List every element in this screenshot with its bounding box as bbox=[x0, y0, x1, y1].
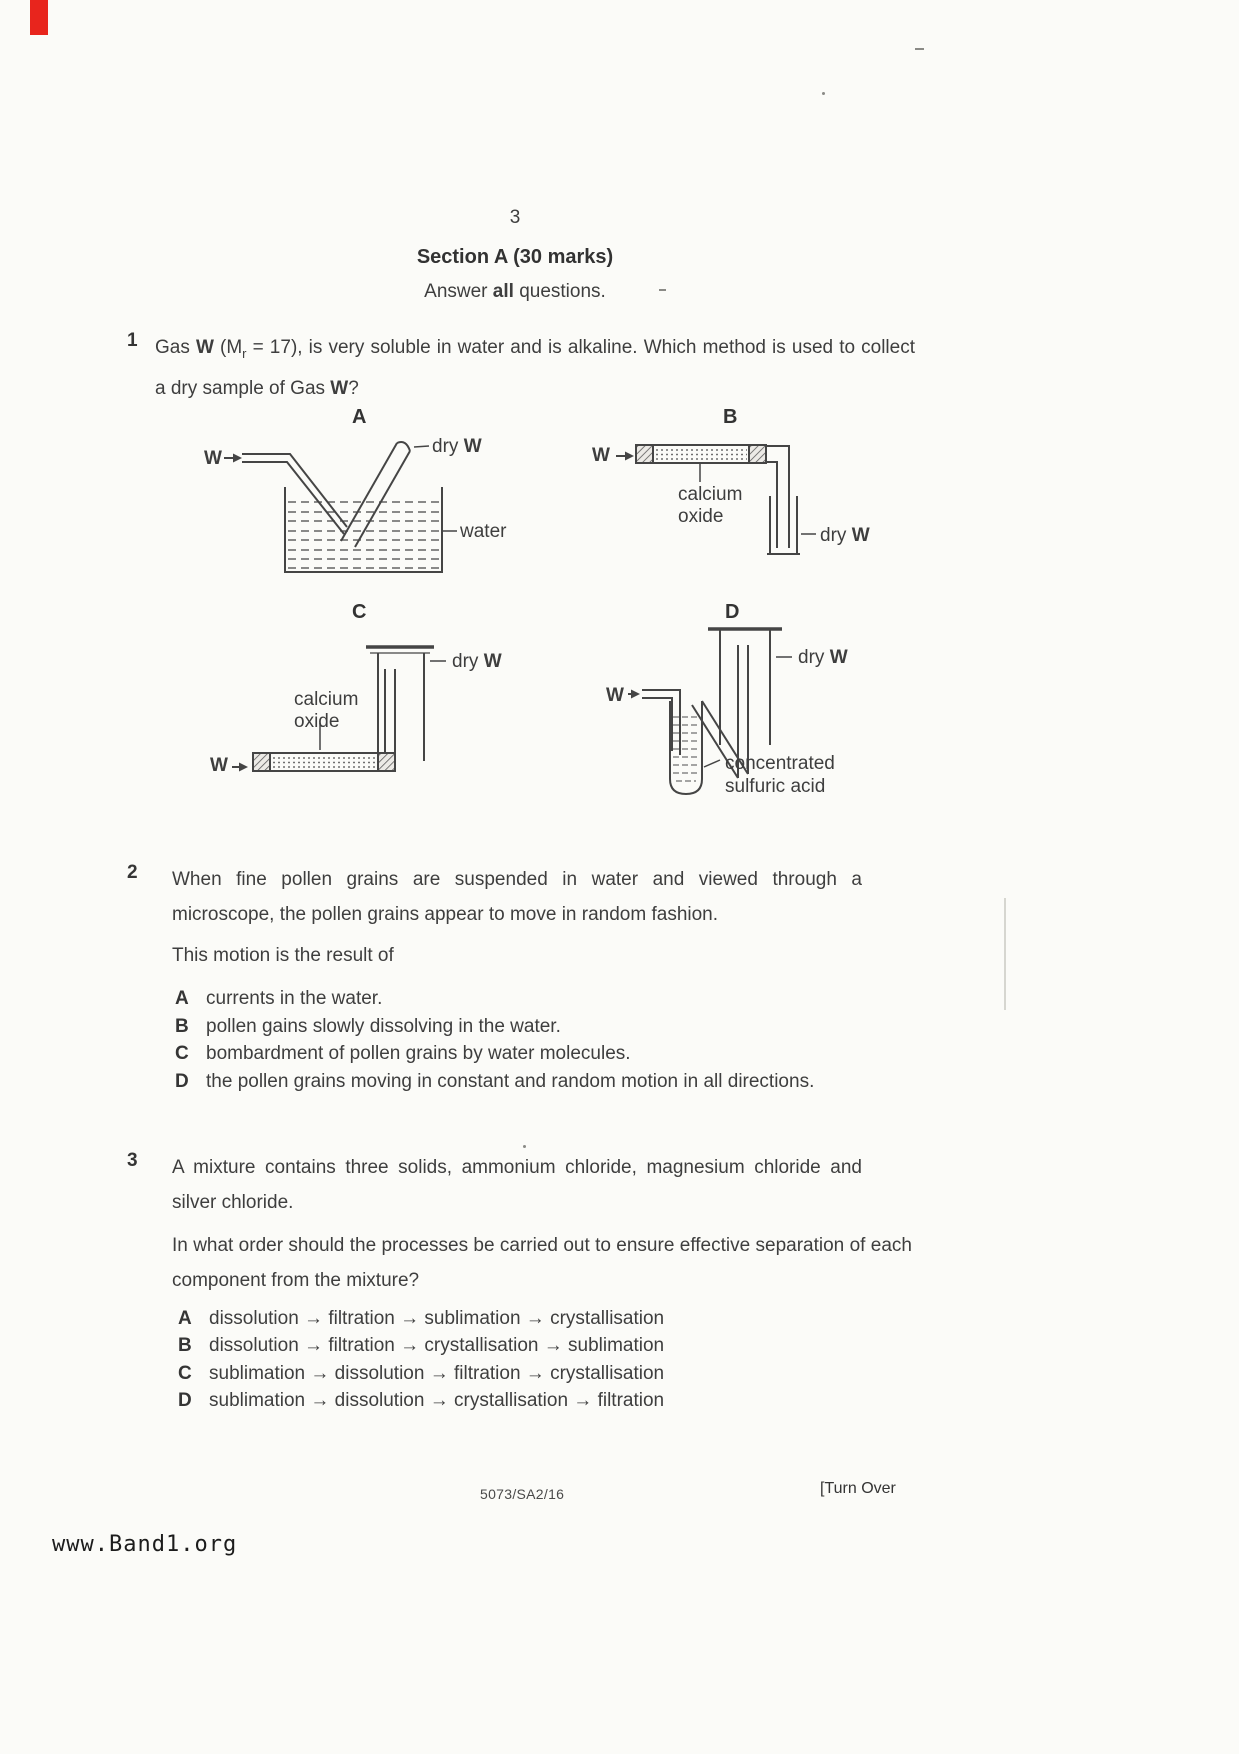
instruction-part: questions. bbox=[513, 281, 606, 302]
label-calcium: calcium bbox=[678, 484, 743, 505]
label-sulfuric-acid: sulfuric acid bbox=[725, 776, 826, 797]
q3-prompt: In what order should the processes be carried out to ensure effective separation of each component from the mixture? bbox=[172, 1235, 912, 1291]
q3-option-d bbox=[178, 1390, 664, 1412]
label-w-bold: W bbox=[463, 436, 482, 457]
option-letter: B bbox=[178, 1335, 192, 1356]
diagram-option-a bbox=[180, 400, 515, 595]
q2-option-c bbox=[175, 1043, 631, 1065]
option-text: the pollen grains moving in constant and random motion in all directions. bbox=[206, 1071, 815, 1092]
diagram-c-letter: C bbox=[352, 601, 367, 623]
label-dry-w bbox=[432, 436, 482, 458]
label-water: water bbox=[460, 521, 507, 542]
label-dry-w bbox=[820, 525, 870, 547]
label-gas-w: W bbox=[592, 445, 610, 466]
option-text: dissolution → filtration → crystallisation → sublimation bbox=[209, 1335, 665, 1356]
diagram-a-letter: A bbox=[352, 406, 367, 428]
q2-option-d bbox=[175, 1071, 814, 1093]
scan-speck bbox=[915, 48, 924, 50]
label-dry: dry bbox=[820, 525, 847, 546]
label-calcium: calcium bbox=[294, 689, 359, 710]
q3-text: A mixture contains three solids, ammonium chloride, magnesium chloride and silver chloride. bbox=[172, 1157, 862, 1213]
q3-number: 3 bbox=[127, 1150, 138, 1171]
label-gas-w: W bbox=[210, 755, 228, 776]
label-w-bold: W bbox=[829, 647, 848, 668]
turn-over-note: [Turn Over bbox=[820, 1480, 896, 1497]
q1-text-part: ? bbox=[348, 377, 359, 399]
option-text: pollen gains slowly dissolving in the water. bbox=[206, 1016, 561, 1037]
q2-option-b bbox=[175, 1016, 561, 1038]
option-letter: B bbox=[175, 1016, 189, 1037]
q1-text-part-bold: W bbox=[195, 337, 214, 358]
option-text: currents in the water. bbox=[206, 988, 383, 1009]
label-dry-w bbox=[452, 651, 502, 673]
option-text: sublimation → dissolution → crystallisation → filtration bbox=[209, 1390, 665, 1411]
instruction-part: Answer bbox=[424, 281, 493, 302]
label-gas-w: W bbox=[606, 685, 624, 706]
q2-option-a bbox=[175, 988, 382, 1010]
scan-speck bbox=[822, 92, 825, 95]
option-text: dissolution → filtration → sublimation → crystallisation bbox=[209, 1308, 665, 1329]
apparatus-a-drawing bbox=[180, 400, 515, 595]
q3-option-c bbox=[178, 1363, 664, 1385]
scan-speck bbox=[523, 1145, 526, 1148]
scan-edge-line bbox=[1004, 898, 1006, 1010]
option-letter: C bbox=[178, 1363, 192, 1384]
label-concentrated: concentrated bbox=[725, 753, 835, 774]
q3-option-b bbox=[178, 1335, 664, 1357]
apparatus-c-drawing bbox=[180, 593, 515, 833]
section-instruction bbox=[0, 274, 1030, 309]
option-text: bombardment of pollen grains by water molecules. bbox=[206, 1043, 631, 1064]
label-oxide: oxide bbox=[294, 711, 340, 732]
label-dry: dry bbox=[432, 436, 459, 457]
q2-text: When fine pollen grains are suspended in water and viewed through a microscope, the pollen grains appear to move in random fashion. bbox=[172, 869, 862, 925]
label-oxide: oxide bbox=[678, 506, 724, 527]
q1-number: 1 bbox=[127, 330, 138, 351]
label-w-bold: W bbox=[851, 525, 870, 546]
paper-code: 5073/SA2/16 bbox=[480, 1486, 565, 1502]
site-watermark: www.Band1.org bbox=[52, 1532, 238, 1557]
instruction-part-bold: all bbox=[492, 281, 514, 302]
scan-red-mark bbox=[30, 0, 48, 35]
diagram-option-c bbox=[180, 593, 515, 833]
section-title: Section A (30 marks) bbox=[416, 246, 614, 268]
label-gas-w: W bbox=[204, 448, 222, 469]
q1-text-part: = 17), is very soluble in water and is alkaline. Which method is used to collect a dry sample of Gas bbox=[155, 337, 915, 399]
q1-text bbox=[155, 330, 915, 406]
diagram-d-letter: D bbox=[725, 601, 740, 623]
q3-option-a bbox=[178, 1308, 664, 1330]
q1-text-part-bold: W bbox=[330, 377, 349, 399]
option-letter: D bbox=[175, 1071, 189, 1092]
label-w-bold: W bbox=[483, 651, 502, 672]
label-dry: dry bbox=[798, 647, 825, 668]
label-dry: dry bbox=[452, 651, 479, 672]
option-letter: A bbox=[175, 988, 189, 1009]
q1-text-part: Gas bbox=[155, 337, 196, 358]
q2-number: 2 bbox=[127, 862, 138, 883]
page-number: 3 bbox=[509, 207, 521, 228]
diagram-option-b bbox=[570, 400, 905, 595]
option-letter: A bbox=[178, 1308, 192, 1329]
q1-text-part: (M bbox=[213, 337, 243, 358]
q1-subscript: r bbox=[242, 345, 247, 361]
label-dry-w bbox=[798, 647, 848, 669]
option-letter: C bbox=[175, 1043, 189, 1064]
diagram-option-d bbox=[570, 593, 905, 833]
option-letter: D bbox=[178, 1390, 192, 1411]
option-text: sublimation → dissolution → filtration → crystallisation bbox=[209, 1363, 665, 1384]
q2-prompt: This motion is the result of bbox=[172, 945, 394, 966]
diagram-b-letter: B bbox=[723, 406, 738, 428]
